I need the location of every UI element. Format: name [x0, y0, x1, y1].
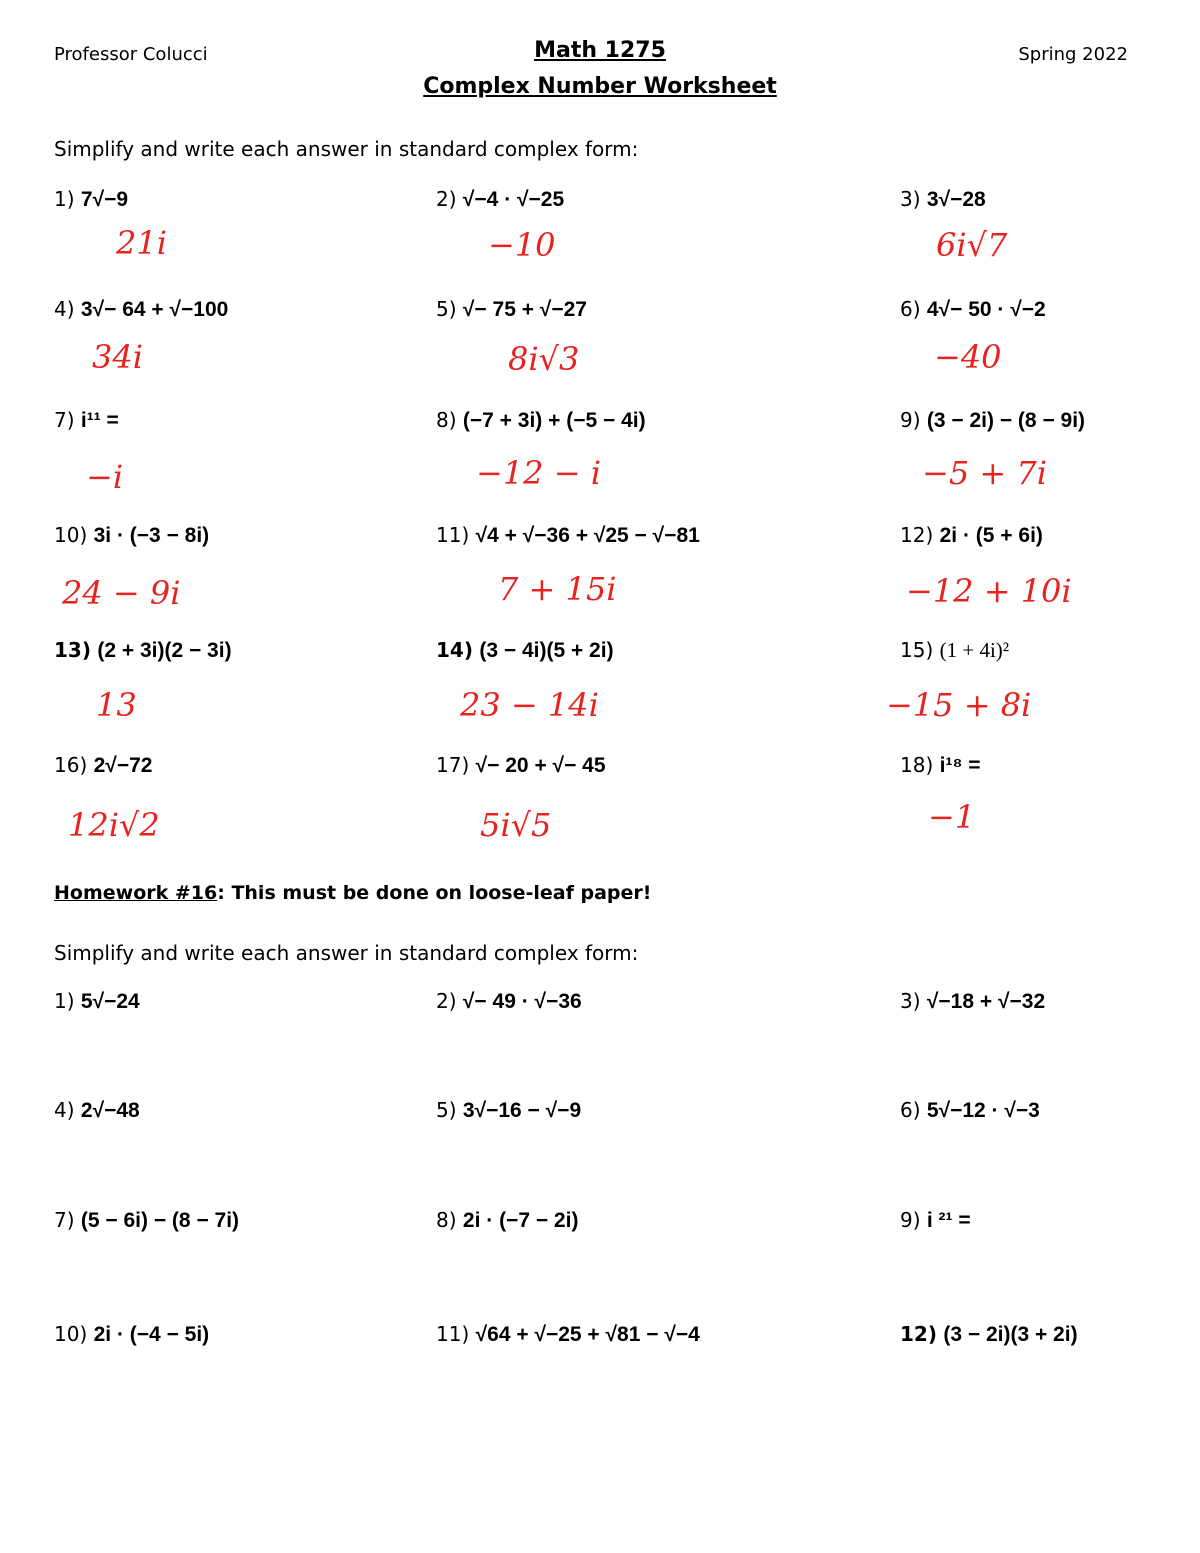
hw-problem-8: 8) 2i · (−7 − 2i) — [436, 1208, 579, 1232]
problem-16: 16) 2√−72 — [54, 753, 153, 777]
answer-5: 8i√3 — [508, 340, 580, 378]
answer-2: −10 — [488, 226, 556, 264]
course-title: Math 1275 — [534, 38, 666, 63]
section1-instructions: Simplify and write each answer in standard complex form: — [54, 137, 639, 161]
homework-label: Homework #16 — [54, 882, 218, 904]
hw-problem-1: 1) 5√−24 — [54, 989, 140, 1013]
answer-10: 24 − 9i — [62, 574, 181, 612]
answer-16: 12i√2 — [68, 806, 160, 844]
hw-problem-6: 6) 5√−12 · √−3 — [900, 1098, 1040, 1122]
problem-10: 10) 3i · (−3 − 8i) — [54, 523, 210, 547]
problem-6: 6) 4√− 50 · √−2 — [900, 297, 1046, 321]
hw-problem-4: 4) 2√−48 — [54, 1098, 140, 1122]
answer-11: 7 + 15i — [498, 570, 617, 608]
problem-4: 4) 3√− 64 + √−100 — [54, 297, 229, 321]
answer-12: −12 + 10i — [906, 572, 1072, 610]
worksheet-title: Complex Number Worksheet — [423, 74, 777, 99]
problem-17: 17) √− 20 + √− 45 — [436, 753, 606, 777]
homework-instructions: Simplify and write each answer in standard complex form: — [54, 941, 639, 965]
answer-1: 21i — [116, 224, 167, 262]
homework-heading — [54, 882, 651, 904]
answer-3: 6i√7 — [936, 226, 1008, 264]
answer-7: −i — [86, 458, 124, 496]
hw-problem-3: 3) √−18 + √−32 — [900, 989, 1046, 1013]
homework-note: : This must be done on loose-leaf paper! — [217, 882, 652, 904]
answer-17: 5i√5 — [480, 806, 552, 844]
answer-13: 13 — [96, 686, 137, 724]
hw-problem-5: 5) 3√−16 − √−9 — [436, 1098, 582, 1122]
hw-problem-9: 9) i ²¹ = — [900, 1208, 971, 1232]
problem-5: 5) √− 75 + √−27 — [436, 297, 587, 321]
answer-8: −12 − i — [476, 454, 601, 492]
problem-18: 18) i¹⁸ = — [900, 753, 981, 777]
problem-2: 2) √−4 · √−25 — [436, 187, 565, 211]
problem-1: 1) 7√−9 — [54, 187, 129, 211]
problem-15: 15) (1 + 4i)² — [900, 638, 1010, 662]
problem-13: 13) (2 + 3i)(2 − 3i) — [54, 638, 232, 662]
problem-12: 12) 2i · (5 + 6i) — [900, 523, 1043, 547]
answer-9: −5 + 7i — [922, 454, 1047, 492]
problem-7: 7) i¹¹ = — [54, 408, 119, 432]
answer-6: −40 — [934, 338, 1002, 376]
answer-15: −15 + 8i — [886, 686, 1032, 724]
term-label: Spring 2022 — [1018, 44, 1128, 65]
hw-problem-10: 10) 2i · (−4 − 5i) — [54, 1322, 210, 1346]
problem-9: 9) (3 − 2i) − (8 − 9i) — [900, 408, 1086, 432]
hw-problem-2: 2) √− 49 · √−36 — [436, 989, 582, 1013]
answer-14: 23 − 14i — [460, 686, 599, 724]
problem-3: 3) 3√−28 — [900, 187, 986, 211]
hw-problem-7: 7) (5 − 6i) − (8 − 7i) — [54, 1208, 240, 1232]
problem-8: 8) (−7 + 3i) + (−5 − 4i) — [436, 408, 646, 432]
problem-14: 14) (3 − 4i)(5 + 2i) — [436, 638, 614, 662]
hw-problem-11: 11) √64 + √−25 + √81 − √−4 — [436, 1322, 700, 1346]
instructor-name: Professor Colucci — [54, 44, 208, 65]
answer-18: −1 — [928, 798, 976, 836]
answer-4: 34i — [92, 338, 143, 376]
problem-11: 11) √4 + √−36 + √25 − √−81 — [436, 523, 700, 547]
hw-problem-12: 12) (3 − 2i)(3 + 2i) — [900, 1322, 1078, 1346]
